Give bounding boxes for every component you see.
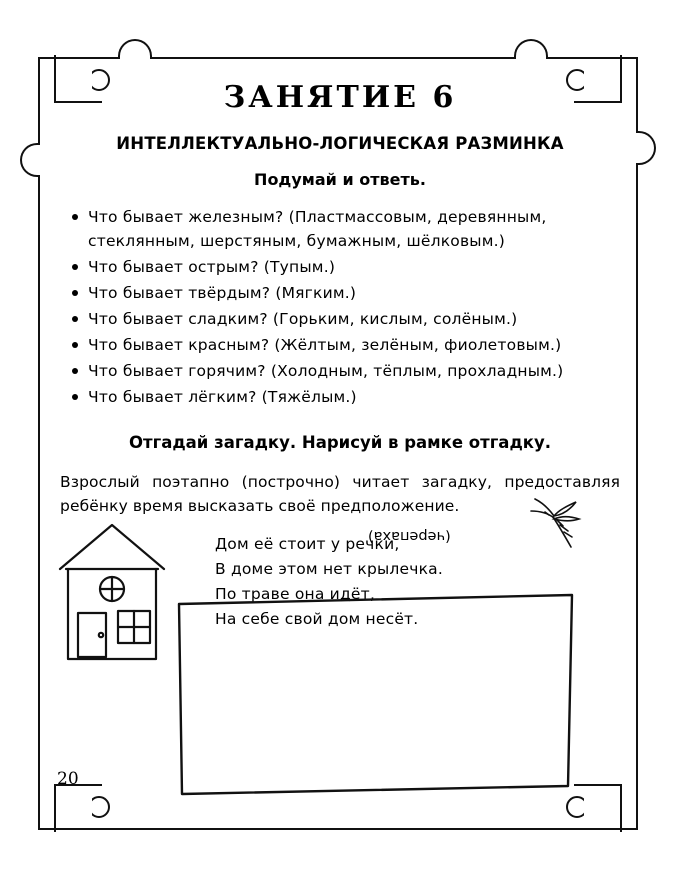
riddle-answer: (черепаха) xyxy=(368,528,451,544)
verse-line: Дом её стоит у речки, xyxy=(215,535,400,553)
puzzle-knob-cover xyxy=(634,133,638,163)
drawing-area[interactable] xyxy=(176,578,576,798)
verse-line: На себе свой дом несёт. xyxy=(215,610,419,628)
instruction-text: Взрослый поэтапно (построчно) читает загадку, предоставляя ребёнку время высказать своё предположение. xyxy=(60,473,620,515)
list-item xyxy=(88,281,620,305)
dragonfly-icon xyxy=(523,489,593,559)
puzzle-corner-bottom-right xyxy=(576,784,622,830)
list-item xyxy=(88,333,620,357)
puzzle-knob-top-right xyxy=(514,39,548,59)
section-subtitle: ИНТЕЛЛЕКТУАЛЬНО-ЛОГИЧЕСКАЯ РАЗМИНКА xyxy=(116,134,564,153)
question-text: Что бывает железным? (Пластмассовым, деревянным, xyxy=(88,208,547,226)
question-list xyxy=(60,205,620,409)
task-prompt: Подумай и ответь. xyxy=(254,170,426,189)
puzzle-knob-left xyxy=(20,143,40,177)
puzzle-knob-cover xyxy=(120,57,150,61)
question-text: Что бывает острым? (Тупым.) xyxy=(88,258,336,276)
puzzle-knob-right xyxy=(636,131,656,165)
page-title: ЗАНЯТИЕ 6 xyxy=(223,80,457,115)
list-item xyxy=(88,255,620,279)
list-item xyxy=(88,359,620,383)
list-item xyxy=(88,307,620,331)
puzzle-knob-cover xyxy=(38,145,42,175)
bullet-dot xyxy=(72,368,78,374)
verse-line: В доме этом нет крылечка. xyxy=(215,560,444,578)
bullet-dot xyxy=(72,316,78,322)
question-text: Что бывает сладким? (Горьким, кислым, солёным.) xyxy=(88,310,518,328)
bullet-dot xyxy=(72,290,78,296)
list-item xyxy=(88,385,620,409)
page-number: 20 xyxy=(57,769,79,789)
house-icon xyxy=(52,517,172,662)
puzzle-knob-top-left xyxy=(118,39,152,59)
question-text: Что бывает лёгким? (Тяжёлым.) xyxy=(88,388,357,406)
bullet-dot xyxy=(72,264,78,270)
puzzle-corner-bottom-left xyxy=(54,784,100,830)
verse-line: По траве она идёт, xyxy=(215,585,375,603)
puzzle-knob-cover xyxy=(516,57,546,61)
question-text: Что бывает красным? (Жёлтым, зелёным, фиолетовым.) xyxy=(88,336,562,354)
riddle-heading: Отгадай загадку. Нарисуй в рамке отгадку. xyxy=(129,433,551,452)
bullet-dot xyxy=(72,342,78,348)
question-text: Что бывает твёрдым? (Мягким.) xyxy=(88,284,357,302)
list-item xyxy=(88,205,620,253)
question-text: Что бывает горячим? (Холодным, тёплым, прохладным.) xyxy=(88,362,564,380)
bullet-dot xyxy=(72,214,78,220)
question-text-cont: стеклянным, шерстяным, бумажным, шёлковым.) xyxy=(88,232,506,250)
bullet-dot xyxy=(72,394,78,400)
